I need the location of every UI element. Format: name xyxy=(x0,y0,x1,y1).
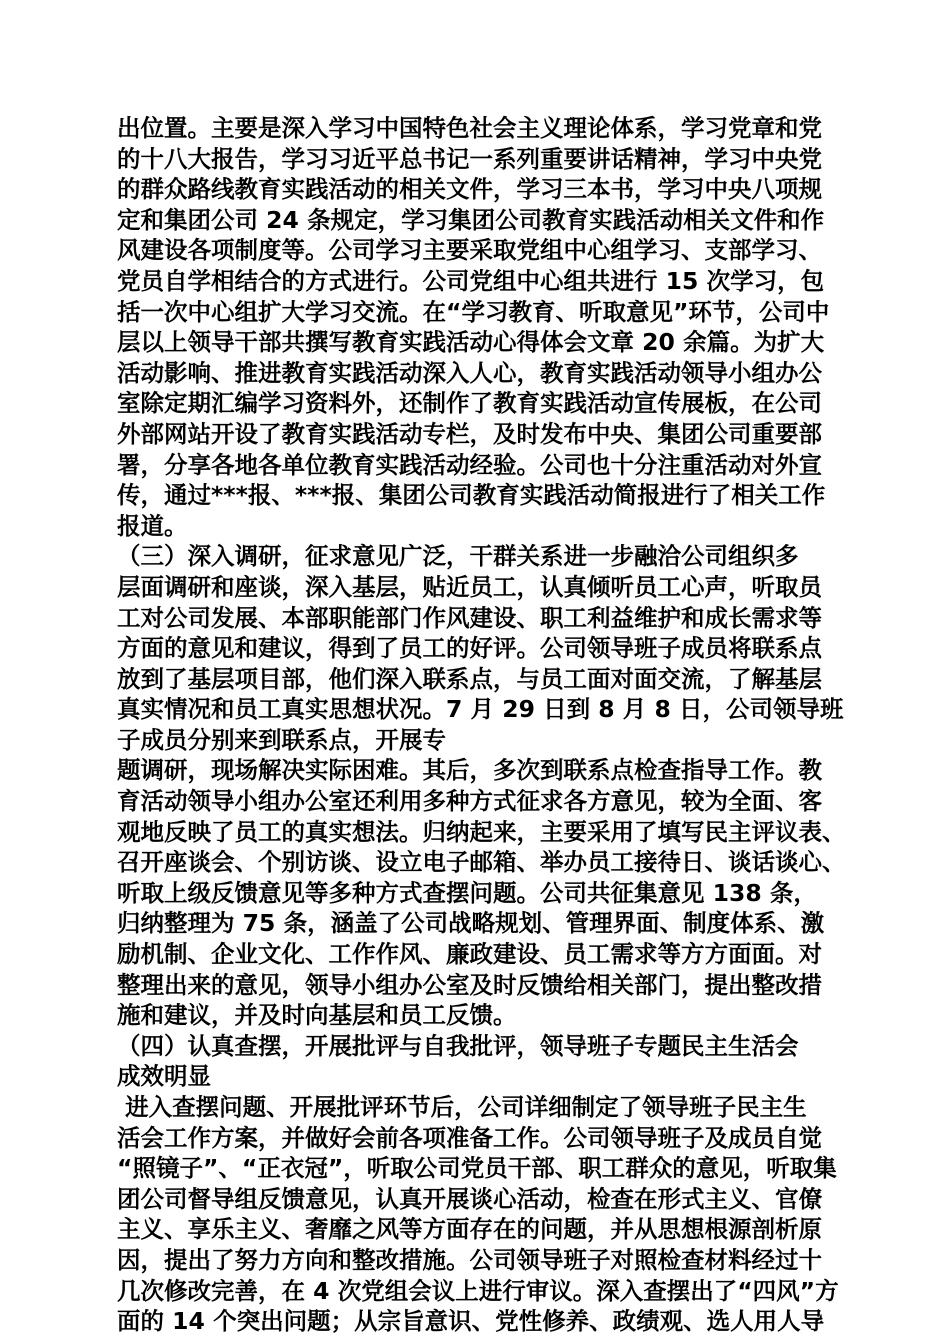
text-line-6: 党员自学相结合的方式进行。公司党组中心组共进行 15 次学习，包 xyxy=(117,266,825,295)
section-heading-4-cont: 成效明显 xyxy=(117,1062,211,1091)
text-line-37: 主义、享乐主义、奢靡之风等方面存在的问题，并从思想根源剖析原 xyxy=(117,1215,822,1244)
body-text xyxy=(117,113,857,1337)
text-line-30: 施和建议，并及时向基层和员工反馈。 xyxy=(117,1001,517,1030)
text-line-14: 报道。 xyxy=(117,511,188,540)
text-line-35: “照镜子”、“正衣冠”，听取公司党员干部、职工群众的意见，听取集 xyxy=(117,1154,837,1183)
text-line-28: 励机制、企业文化、工作作风、廉政建设、员工需求等方方面面。对 xyxy=(117,940,822,969)
text-line-8: 层以上领导干部共撰写教育实践活动心得体会文章 20 余篇。为扩大 xyxy=(117,328,825,357)
text-line-25: 召开座谈会、个别访谈、设立电子邮箱、举办员工接待日、谈话谈心、 xyxy=(117,848,846,877)
text-line-27: 归纳整理为 75 条，涵盖了公司战略规划、管理界面、制度体系、激 xyxy=(117,909,825,938)
text-line-20: 真实情况和员工真实思想状况。7 月 29 日到 8 月 8 日，公司领导班 xyxy=(117,695,844,724)
text-line-18: 方面的意见和建议，得到了员工的好评。公司领导班子成员将联系点 xyxy=(117,634,822,663)
text-line-34: 活会工作方案，并做好会前各项准备工作。公司领导班子及成员自觉 xyxy=(117,1123,822,1152)
text-line-24: 观地反映了员工的真实想法。归纳起来，主要采用了填写民主评议表、 xyxy=(117,817,846,846)
text-line-11: 外部网站开设了教育实践活动专栏，及时发布中央、集团公司重要部 xyxy=(117,419,822,448)
section-heading-4: （四）认真查摆，开展批评与自我批评，领导班子专题民主生活会 xyxy=(117,1031,799,1060)
text-line-9: 活动影响、推进教育实践活动深入人心，教育实践活动领导小组办公 xyxy=(117,358,822,387)
text-line-10: 室除定期汇编学习资料外，还制作了教育实践活动宣传展板，在公司 xyxy=(117,389,822,418)
text-line-39: 几次修改完善，在 4 次党组会议上进行审议。深入查摆出了“四风”方 xyxy=(117,1276,839,1305)
text-line-4: 定和集团公司 24 条规定，学习集团公司教育实践活动相关文件和作 xyxy=(117,205,825,234)
text-line-23: 育活动领导小组办公室还利用多种方式征求各方意见，较为全面、客 xyxy=(117,787,822,816)
text-line-26: 听取上级反馈意见等多种方式查摆问题。公司共征集意见 138 条， xyxy=(117,878,817,907)
text-line-13: 传，通过***报、***报、集团公司教育实践活动简报进行了相关工作 xyxy=(117,481,826,510)
text-line-7: 括一次中心组扩大学习交流。在“学习教育、听取意见”环节，公司中 xyxy=(117,297,830,326)
text-line-17: 工对公司发展、本部职能部门作风建设、职工利益维护和成长需求等 xyxy=(117,603,822,632)
text-line-22: 题调研，现场解决实际困难。其后，多次到联系点检查指导工作。教 xyxy=(117,756,822,785)
text-line-38: 因，提出了努力方向和整改措施。公司领导班子对照检查材料经过十 xyxy=(117,1245,822,1274)
section-heading-3: （三）深入调研，征求意见广泛，干群关系进一步融洽公司组织多 xyxy=(117,542,799,571)
text-line-33: 进入查摆问题、开展批评环节后，公司详细制定了领导班子民主生 xyxy=(117,1093,807,1121)
text-line-16: 层面调研和座谈，深入基层，贴近员工，认真倾听员工心声，听取员 xyxy=(117,572,822,601)
text-line-36: 团公司督导组反馈意见，认真开展谈心活动，检查在形式主义、官僚 xyxy=(117,1184,822,1213)
text-line-29: 整理出来的意见，领导小组办公室及时反馈给相关部门，提出整改措 xyxy=(117,970,822,999)
text-line-40: 面的 14 个突出问题；从宗旨意识、党性修养、政绩观、选人用人导 xyxy=(117,1307,825,1336)
text-line-5: 风建设各项制度等。公司学习主要采取党组中心组学习、支部学习、 xyxy=(117,236,822,265)
text-line-19: 放到了基层项目部，他们深入联系点，与员工面对面交流，了解基层 xyxy=(117,664,822,693)
text-line-3: 的群众路线教育实践活动的相关文件，学习三本书，学习中央八项规 xyxy=(117,175,822,204)
text-line-2: 的十八大报告，学习习近平总书记一系列重要讲话精神，学习中央党 xyxy=(117,144,822,173)
text-line-21: 子成员分别来到联系点，开展专 xyxy=(117,725,446,754)
text-line-12: 署，分享各地各单位教育实践活动经验。公司也十分注重活动对外宣 xyxy=(117,450,822,479)
text-line-1: 出位置。主要是深入学习中国特色社会主义理论体系，学习党章和党 xyxy=(117,114,822,142)
